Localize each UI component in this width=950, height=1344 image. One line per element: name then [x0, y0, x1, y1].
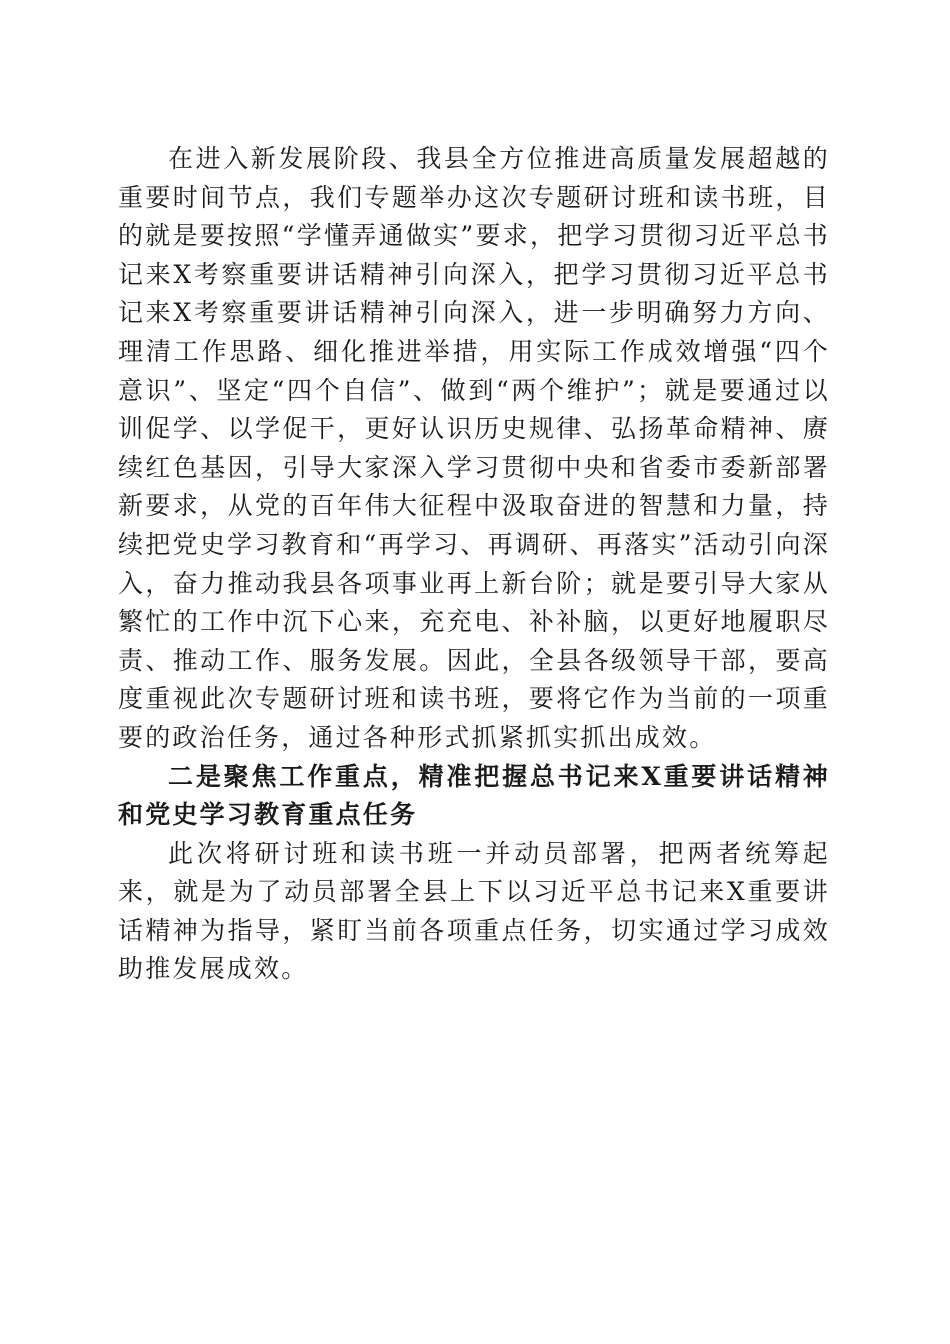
section-heading: 二是聚焦工作重点，精准把握总书记来X重要讲话精神和党史学习教育重点任务	[118, 761, 830, 830]
body-paragraph: 此次将研讨班和读书班一并动员部署，把两者统筹起来，就是为了动员部署全县上下以习近平总书记来X重要讲话精神为指导，紧盯当前各项重点任务，切实通过学习成效助推发展成效。	[118, 838, 830, 984]
body-paragraph: 在进入新发展阶段、我县全方位推进高质量发展超越的重要时间节点，我们专题举办这次专题研讨班和读书班，目的就是要按照“学懂弄通做实”要求，把学习贯彻习近平总书记来X考察重要讲话精神引向深入，把学习贯彻习近平总书记来X考察重要讲话精神引向深入，进一步明确努力方向、理清工作思路、细化推进举措，用实际工作成效增强“四个意识”、坚定“四个自信”、做到“两个维护”；就是要通过以训促学、以学促干，更好认识历史规律、弘扬革命精神、赓续红色基因，引导大家深入学习贯彻中央和省委市委新部署新要求，从党的百年伟大征程中汲取奋进的智慧和力量，持续把党史学习教育和“再学习、再调研、再落实”活动引向深入，奋力推动我县各项事业再上新台阶；就是要引导大家从繁忙的工作中沉下心来，充充电、补补脑，以更好地履职尽责、推动工作、服务发展。因此，全县各级领导干部，要高度重视此次专题研讨班和读书班，要将它作为当前的一项重要的政治任务，通过各种形式抓紧抓实抓出成效。	[118, 144, 830, 752]
document-page	[118, 140, 830, 989]
